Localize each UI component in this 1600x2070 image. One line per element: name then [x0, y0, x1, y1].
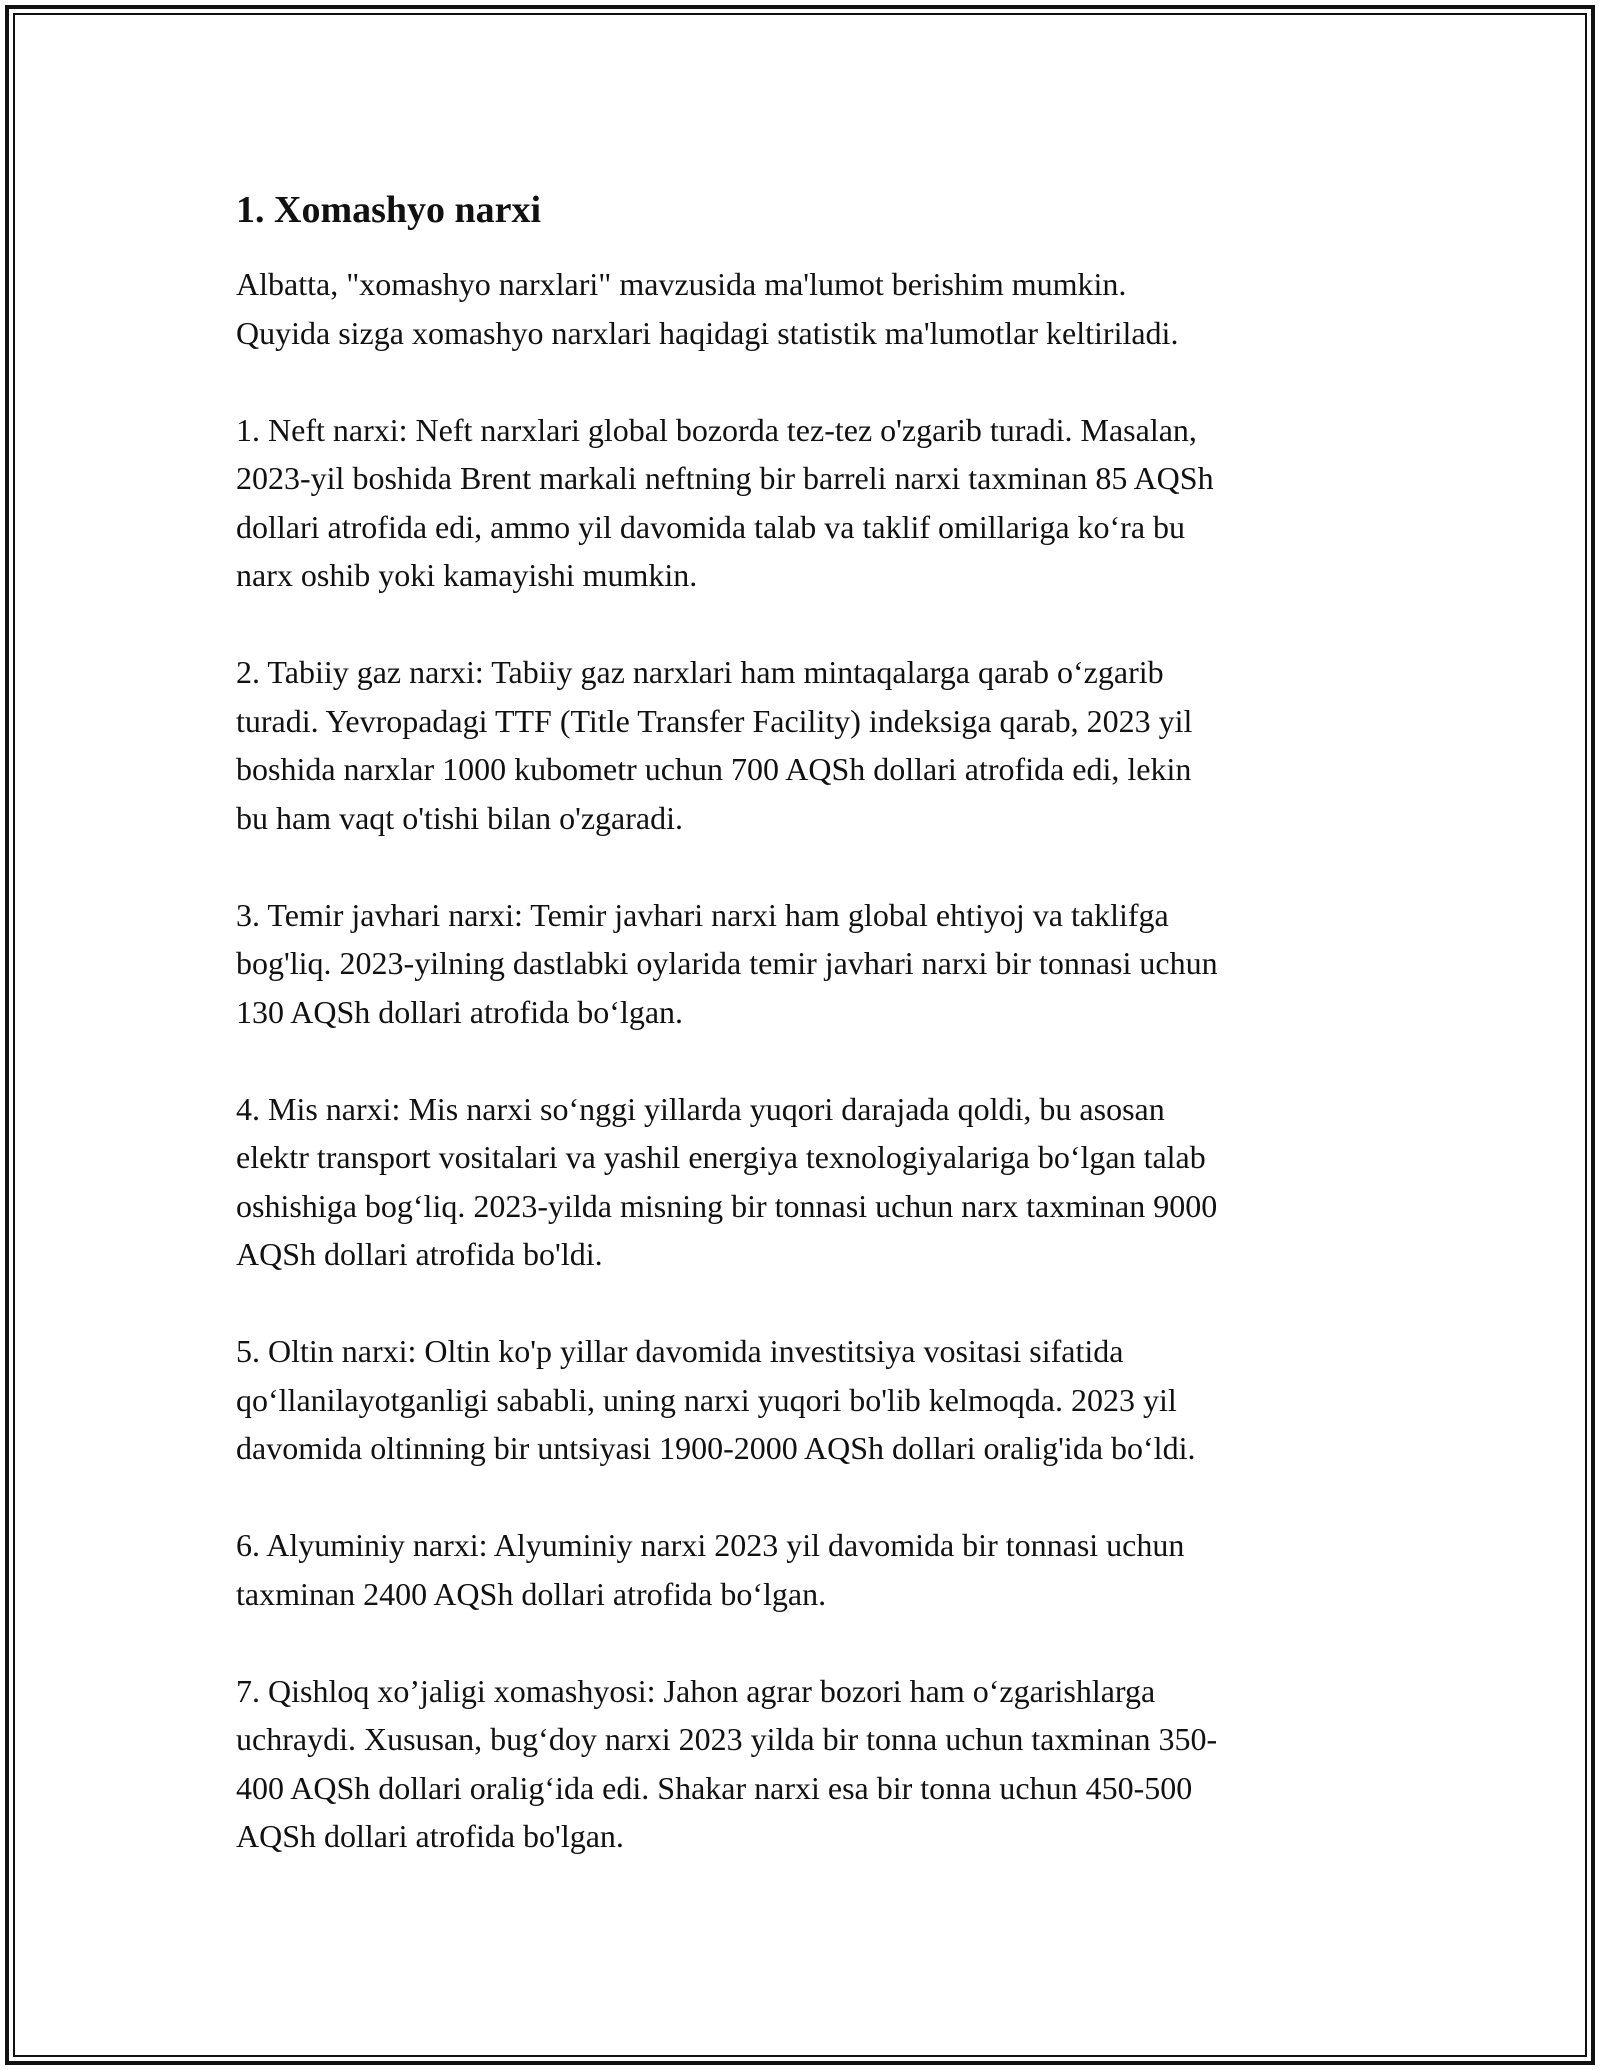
gold-price-paragraph: 5. Oltin narxi: Oltin ko'p yillar davomida investitsiya vositasi sifatida qo‘llanilayotganligi sababli, uning narxi yuqori bo'lib kelmoqda. 2023 yil davomida oltinning bir untsiyasi 1900-2000 AQSh dollari oralig'ida bo‘ldi.: [236, 1333, 1196, 1466]
intro-paragraph: Albatta, "xomashyo narxlari" mavzusida ma'lumot berishim mumkin. Quyida sizga xomashyo narxlari haqidagi statistik ma'lumotlar keltiriladi.: [236, 266, 1179, 351]
document-title: 1. Xomashyo narxi: [236, 189, 542, 231]
oil-price-paragraph: 1. Neft narxi: Neft narxlari global bozorda tez-tez o'zgarib turadi. Masalan, 2023-yil boshida Brent markali neftning bir barreli narxi taxminan 85 AQSh dollari atrofida edi, ammo yil davomida talab va taklif omillariga ko‘ra bu narx oshib yoki kamayishi mumkin.: [236, 411, 1214, 593]
document-body: [236, 186, 1396, 1909]
natural-gas-price-paragraph: 2. Tabiiy gaz narxi: Tabiiy gaz narxlari ham mintaqalarga qarab o‘zgarib turadi. Yevropadagi TTF (Title Transfer Facility) indeksiga qarab, 2023 yil boshida narxlar 1000 kubometr uchun 700 AQSh dollari atrofida edi, lekin bu ham vaqt o'tishi bilan o'zgaradi.: [236, 654, 1193, 836]
copper-price-paragraph: 4. Mis narxi: Mis narxi so‘nggi yillarda yuqori darajada qoldi, bu asosan elektr transport vositalari va yashil energiya texnologiyalariga bo‘lgan talab oshishiga bog‘liq. 2023-yilda misning bir tonnasi uchun narx taxminan 9000 AQSh dollari atrofida bo'ldi.: [236, 1090, 1218, 1272]
aluminium-price-paragraph: 6. Alyuminiy narxi: Alyuminiy narxi 2023 yil davomida bir tonnasi uchun taxminan 2400 AQSh dollari atrofida bo‘lgan.: [236, 1527, 1185, 1612]
iron-ore-price-paragraph: 3. Temir javhari narxi: Temir javhari narxi ham global ehtiyoj va taklifga bog'liq. 2023-yilning dastlabki oylarida temir javhari narxi bir tonnasi uchun 130 AQSh dollari atrofida bo‘lgan.: [236, 896, 1218, 1030]
agricultural-commodities-paragraph: 7. Qishloq xo’jaligi xomashyosi: Jahon agrar bozori ham o‘zgarishlarga uchraydi. Xususan, bug‘doy narxi 2023 yilda bir tonna uchun taxminan 350- 400 AQSh dollari oralig‘ida edi. Shakar narxi esa bir tonna uchun 450-500 AQSh dollari atrofida bo'lgan.: [236, 1672, 1218, 1854]
